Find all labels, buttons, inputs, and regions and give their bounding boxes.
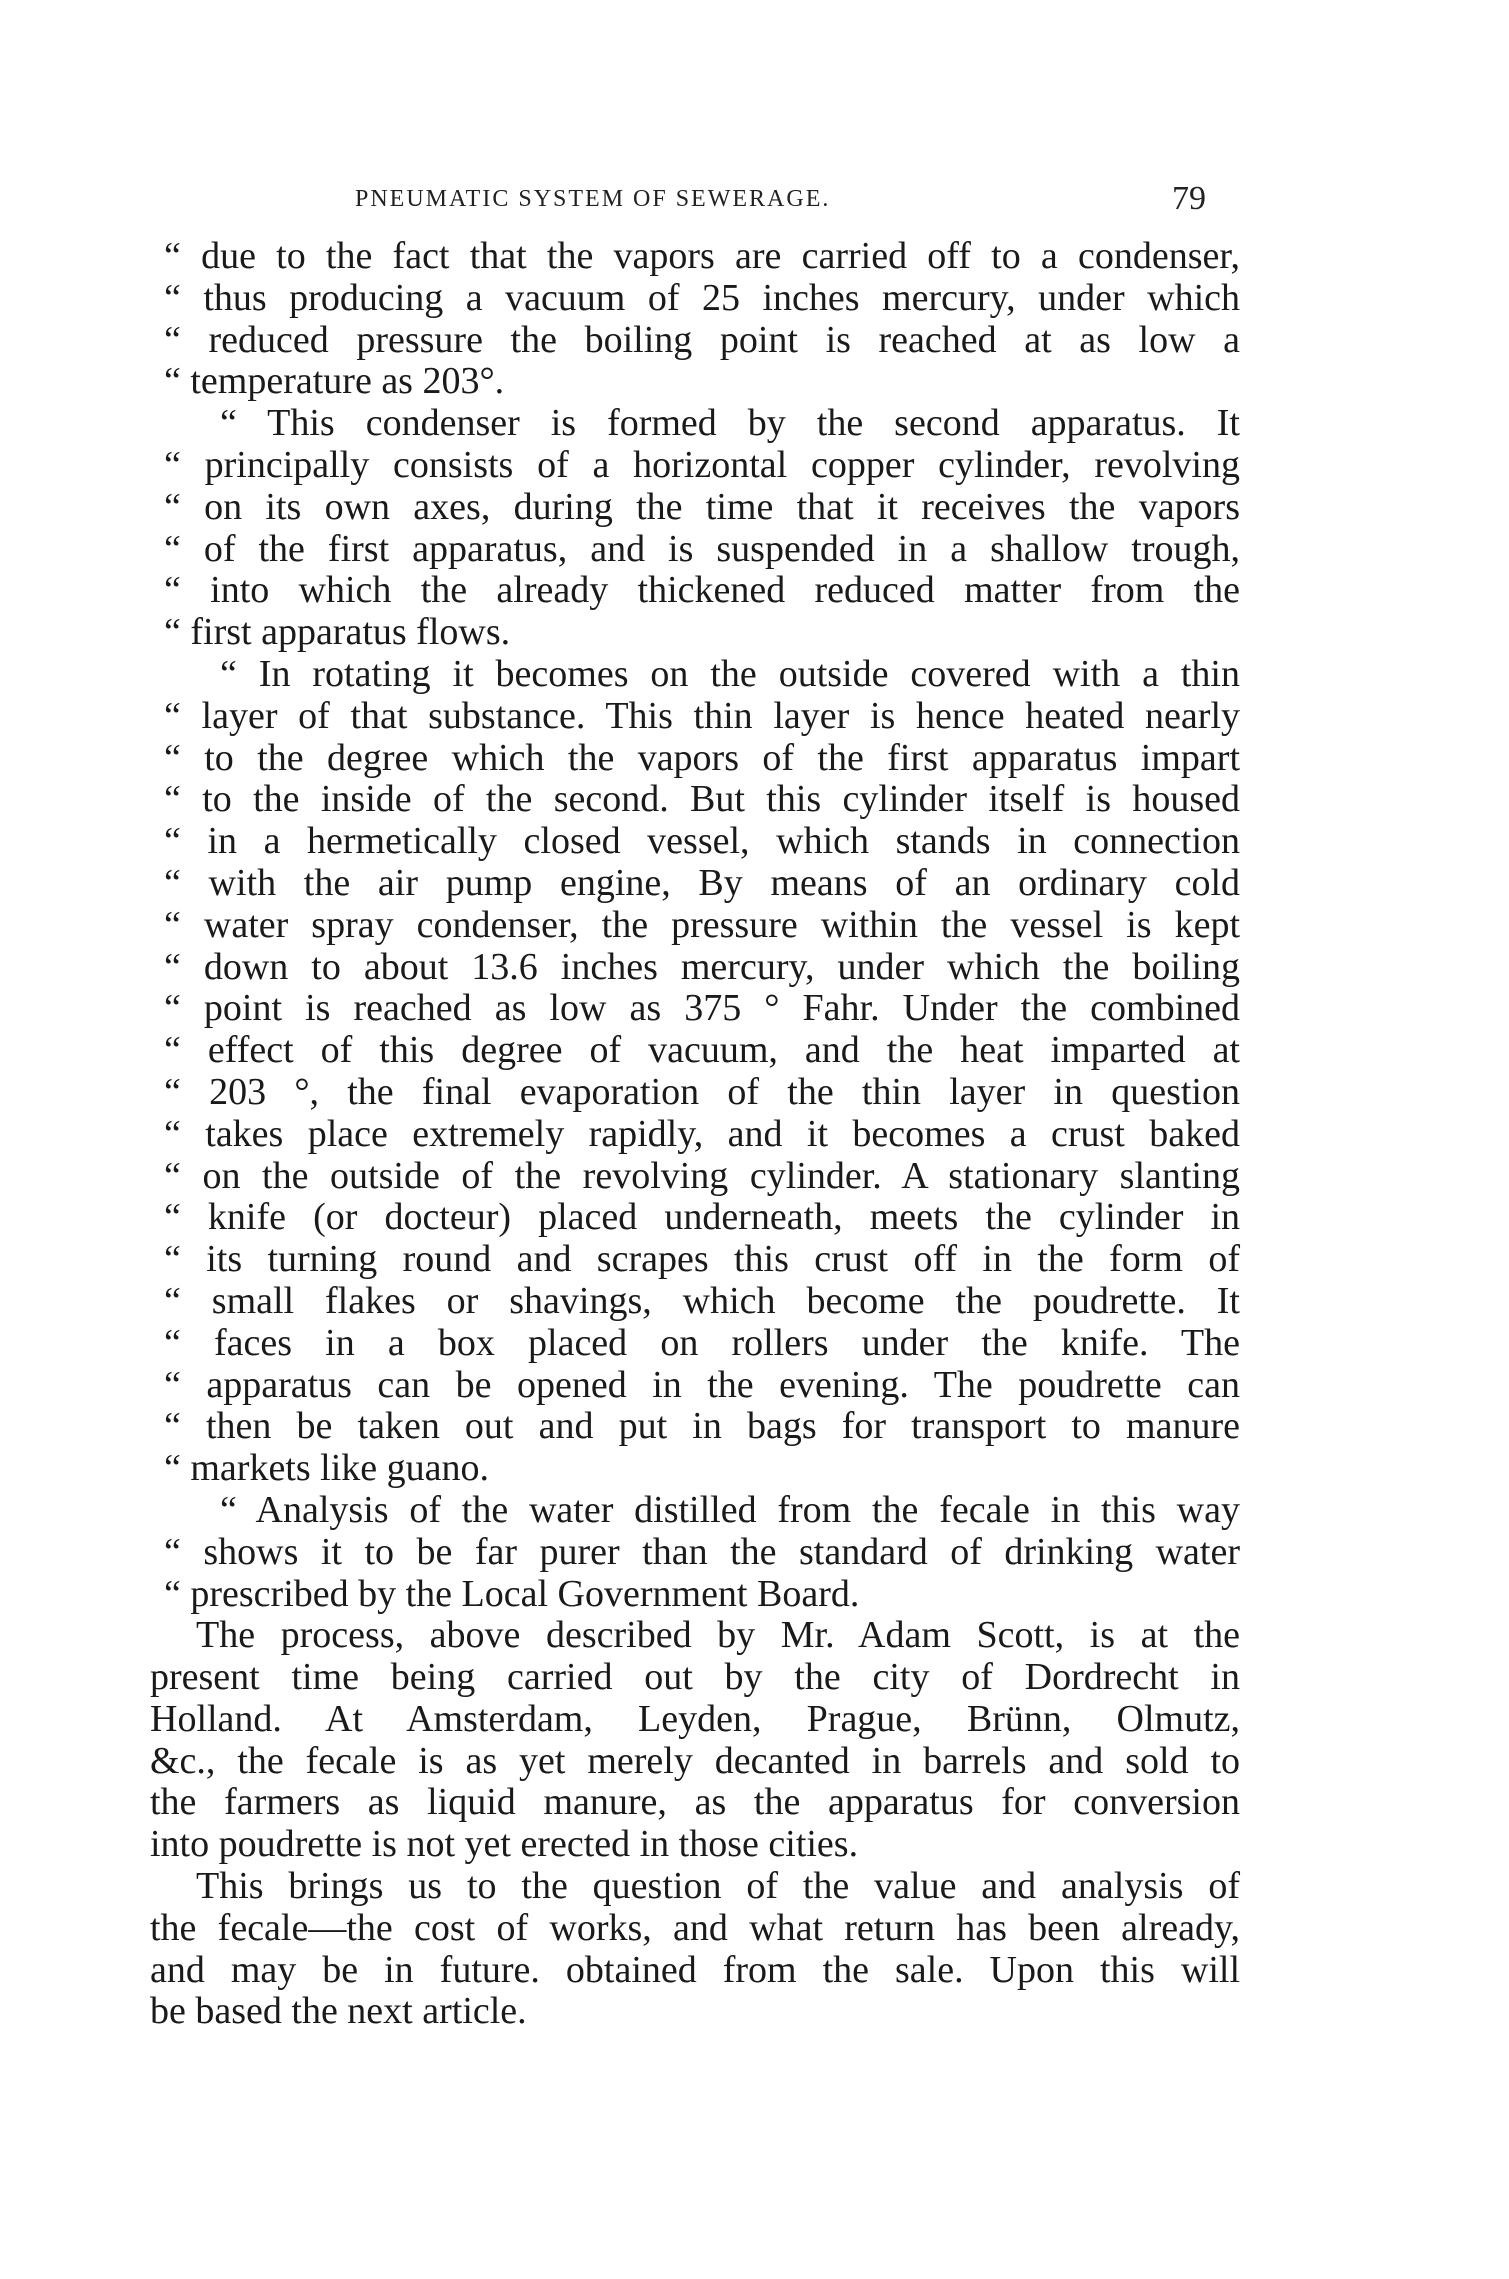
text-line: “ into which the already thickened reduced matter from the	[164, 569, 1240, 612]
text-line: “ principally consists of a horizontal copper cylinder, revolving	[164, 443, 1240, 486]
text-line: the fecale—the cost of works, and what return has been already,	[150, 1906, 1240, 1949]
text-line: “ then be taken out and put in bags for transport to manure	[164, 1405, 1240, 1448]
text-line: “ prescribed by the Local Government Board.	[164, 1572, 860, 1615]
text-line: into poudrette is not yet erected in those cities.	[150, 1823, 859, 1866]
text-line: This brings us to the question of the value and analysis of	[196, 1865, 1240, 1908]
text-line: “ water spray condenser, the pressure within the vessel is kept	[164, 903, 1240, 946]
text-line: “ to the degree which the vapors of the first apparatus impart	[164, 736, 1240, 779]
text-line: “ This condenser is formed by the second apparatus. It	[220, 402, 1240, 445]
text-line: “ first apparatus flows.	[164, 611, 511, 654]
text-line: “ reduced pressure the boiling point is reached at as low a	[164, 318, 1240, 361]
text-line: “ knife (or docteur) placed underneath, meets the cylinder in	[164, 1196, 1240, 1239]
text-line: “ takes place extremely rapidly, and it becomes a crust baked	[164, 1112, 1240, 1155]
text-line: “ point is reached as low as 375 ° Fahr. Under the combined	[164, 987, 1240, 1030]
text-line: “ on the outside of the revolving cylinder. A stationary slanting	[164, 1154, 1240, 1197]
text-line: “ Analysis of the water distilled from the fecale in this way	[220, 1488, 1240, 1531]
text-line: be based the next article.	[150, 1990, 527, 2033]
text-line: “ layer of that substance. This thin layer is hence heated nearly	[164, 694, 1240, 737]
text-line: present time being carried out by the city of Dordrecht in	[150, 1656, 1240, 1699]
text-line: and may be in future. obtained from the sale. Upon this will	[150, 1948, 1240, 1991]
body-text	[150, 236, 1240, 2033]
text-line: “ in a hermetically closed vessel, which stands in connection	[164, 820, 1240, 863]
running-head: PNEUMATIC SYSTEM OF SEWERAGE.	[355, 186, 831, 212]
text-line: “ In rotating it becomes on the outside covered with a thin	[220, 652, 1240, 695]
text-line: the farmers as liquid manure, as the apparatus for conversion	[150, 1781, 1240, 1824]
text-line: “ effect of this degree of vacuum, and the heat imparted at	[164, 1029, 1240, 1072]
text-line: “ down to about 13.6 inches mercury, under which the boiling	[164, 945, 1240, 988]
page-number: 79	[1172, 180, 1206, 217]
text-line: “ on its own axes, during the time that it receives the vapors	[164, 485, 1240, 528]
text-line: “ temperature as 203°.	[164, 360, 505, 403]
text-line: The process, above described by Mr. Adam Scott, is at the	[196, 1614, 1240, 1657]
text-line: “ due to the fact that the vapors are carried off to a condenser,	[164, 235, 1240, 277]
text-line: &c., the fecale is as yet merely decanted in barrels and sold to	[150, 1739, 1240, 1782]
text-line: “ thus producing a vacuum of 25 inches mercury, under which	[164, 276, 1240, 319]
text-line: “ markets like guano.	[164, 1447, 490, 1490]
text-line: “ shows it to be far purer than the standard of drinking water	[164, 1530, 1240, 1573]
text-line: “ faces in a box placed on rollers under the knife. The	[164, 1321, 1240, 1364]
text-line: “ of the first apparatus, and is suspended in a shallow trough,	[164, 527, 1240, 570]
text-line: “ apparatus can be opened in the evening. The poudrette can	[164, 1363, 1240, 1406]
text-line: “ to the inside of the second. But this cylinder itself is housed	[164, 778, 1240, 821]
text-line: “ small flakes or shavings, which become the poudrette. It	[164, 1279, 1240, 1322]
text-line: “ with the air pump engine, By means of an ordinary cold	[164, 861, 1240, 904]
text-line: “ its turning round and scrapes this crust off in the form of	[164, 1238, 1240, 1281]
text-line: Holland. At Amsterdam, Leyden, Prague, Brünn, Olmutz,	[150, 1697, 1240, 1740]
text-line: “ 203 °, the final evaporation of the thin layer in question	[164, 1070, 1240, 1113]
